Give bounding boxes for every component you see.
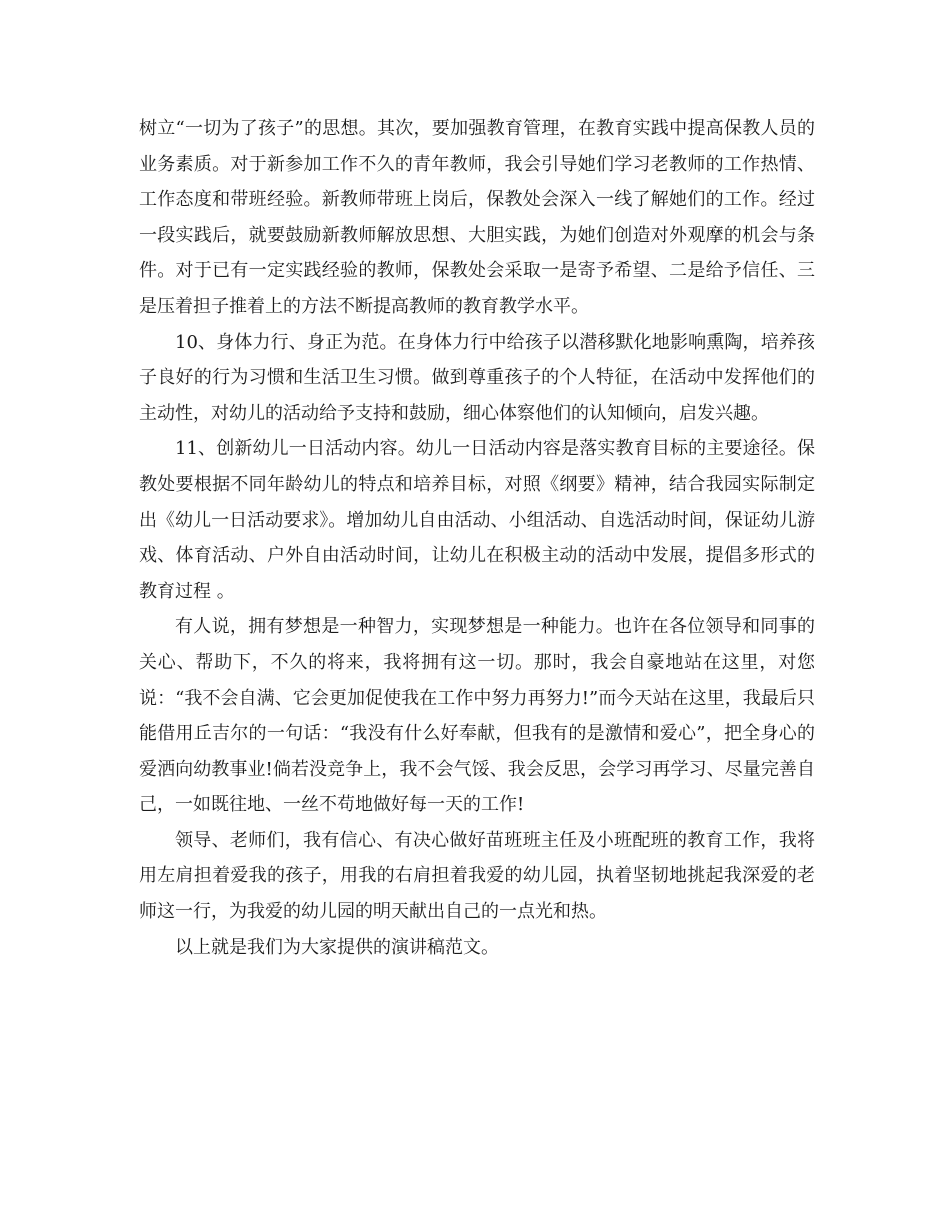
document-body [139,111,815,965]
paragraph-dream: 有人说，拥有梦想是一种智力，实现梦想是一种能力。也许在各位领导和同事的关心、帮助下，不久的将来，我将拥有这一切。那时，我会自豪地站在这里，对您说：“我不会自满、它会更加促使我在工作中努力再努力!”而今天站在这里，我最后只能借用丘吉尔的一句话：“我没有什么好奉献，但我有的是激情和爱心”，把全身心的爱洒向幼教事业!倘若没竞争上，我不会气馁、我会反思，会学习再学习、尽量完善自己，一如既往地、一丝不苟地做好每一天的工作! [139,616,815,816]
paragraph-commitment: 领导、老师们，我有信心、有决心做好苗班班主任及小班配班的教育工作，我将用左肩担着爱我的孩子，用我的右肩担着我爱的幼儿园，执着坚韧地挑起我深爱的老师这一行，为我爱的幼儿园的明天献出自己的一点光和热。 [139,829,815,923]
paragraph-item-10: 10、身体力行、身正为范。在身体力行中给孩子以潜移默化地影响熏陶，培养孩子良好的行为习惯和生活卫生习惯。做到尊重孩子的个人特征，在活动中发挥他们的主动性，对幼儿的活动给予支持和鼓励，细心体察他们的认知倾向，启发兴趣。 [139,331,815,424]
paragraph-continuation: 树立“一切为了孩子”的思想。其次，要加强教育管理，在教育实践中提高保教人员的业务素质。对于新参加工作不久的青年教师，我会引导她们学习老教师的工作热情、工作态度和带班经验。新教师带班上岗后，保教处会深入一线了解她们的工作。经过一段实践后，就要鼓励新教师解放思想、大胆实践，为她们创造对外观摩的机会与条件。对于已有一定实践经验的教师，保教处会采取一是寄予希望、二是给予信任、三是压着担子推着上的方法不断提高教师的教育教学水平。 [139,118,815,317]
paragraph-item-11: 11、创新幼儿一日活动内容。幼儿一日活动内容是落实教育目标的主要途径。保教处要根据不同年龄幼儿的特点和培养目标，对照《纲要》精神，结合我园实际制定出《幼儿一日活动要求》。增加幼儿自由活动、小组活动、自选活动时间，保证幼儿游戏、体育活动、户外自由活动时间，让幼儿在积极主动的活动中发展，提倡多形式的教育过程 。 [139,438,815,602]
paragraph-closing: 以上就是我们为大家提供的演讲稿范文。 [175,936,499,958]
